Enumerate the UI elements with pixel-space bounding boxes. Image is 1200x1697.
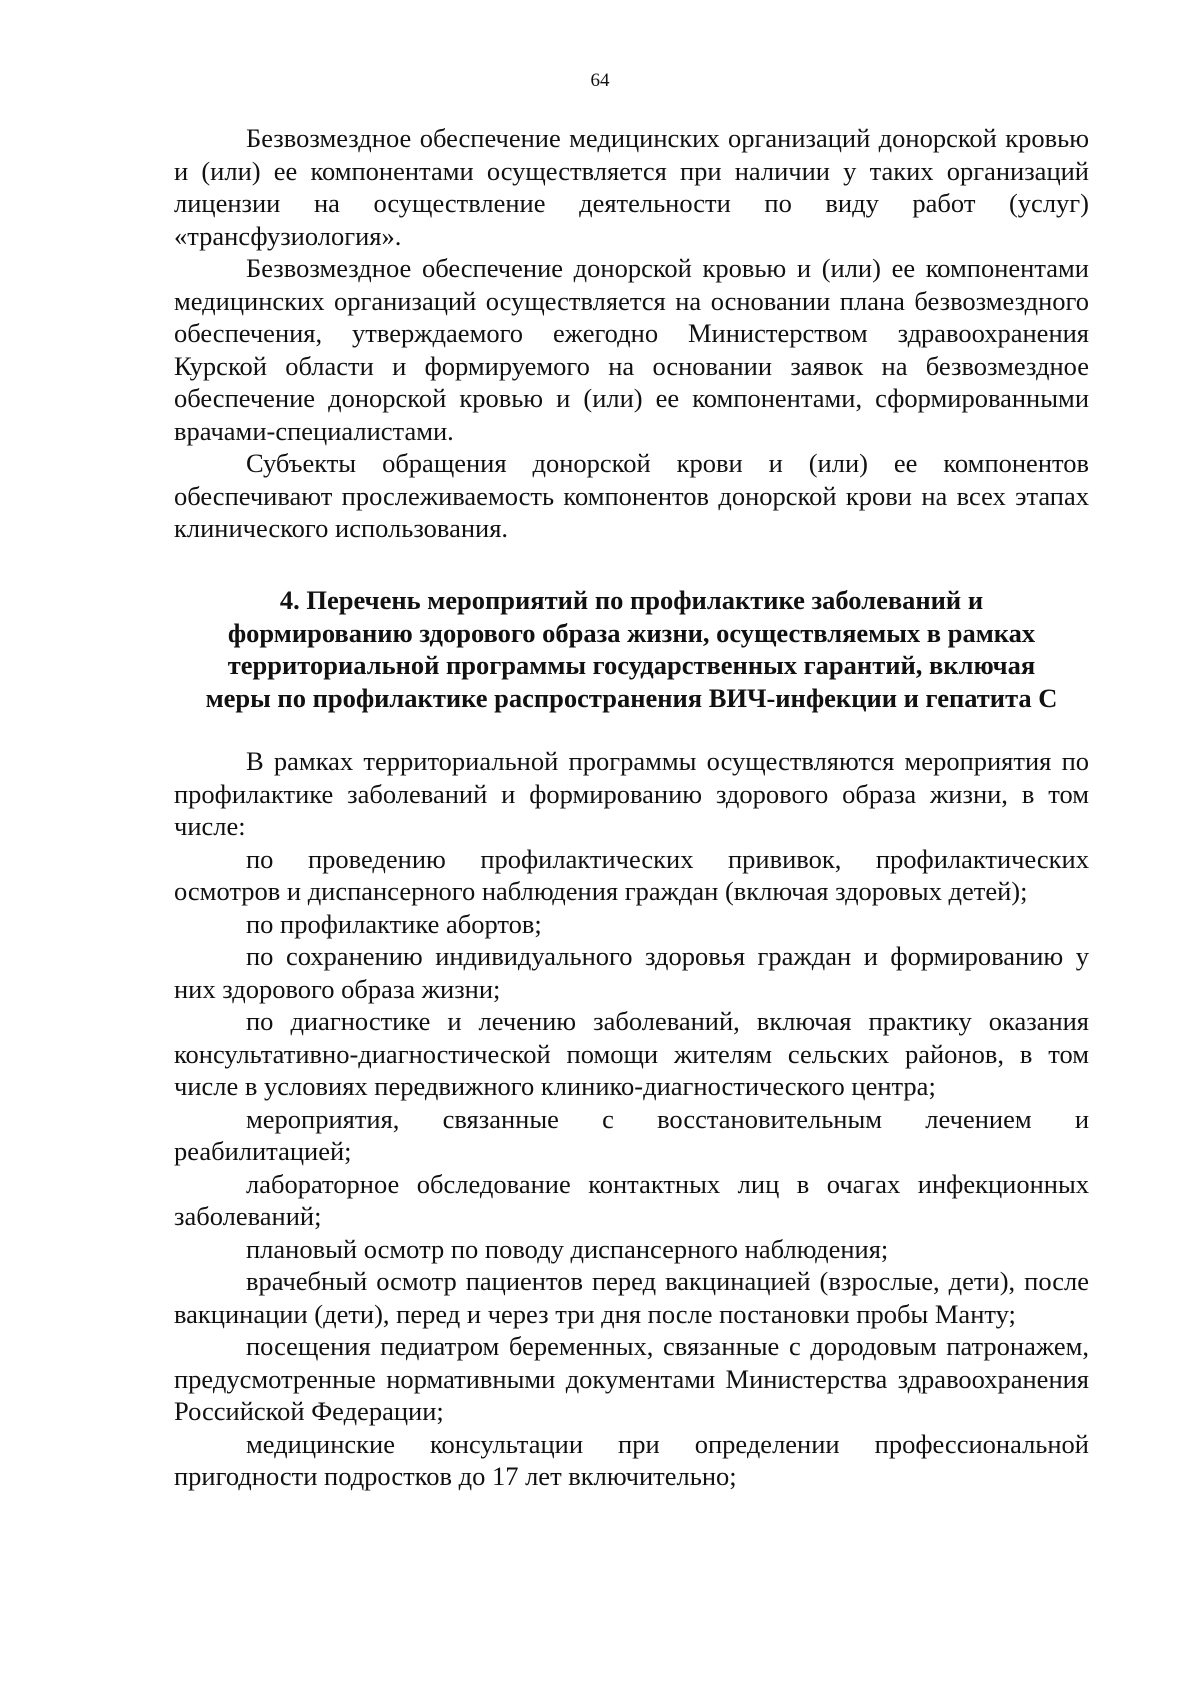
section-text-block bbox=[174, 745, 1089, 1493]
section-heading bbox=[174, 584, 1089, 714]
list-item: мероприятия, связанные с восстановительным лечением и реабилитацией; bbox=[174, 1103, 1089, 1166]
list-item: по профилактике абортов; bbox=[246, 908, 542, 939]
list-item: плановый осмотр по поводу диспансерного наблюдения; bbox=[246, 1233, 889, 1264]
paragraph: Безвозмездное обеспечение донорской кровью и (или) ее компонентами медицинских организаций осуществляется на основании плана безвозмездного обеспечения, утверждаемого ежегодно Министерством здравоохранения Курской области и формируемого на основании заявок на безвозмездное обеспечение донорской кровью и (или) ее компонентами, сформированными врачами-специалистами. bbox=[174, 253, 1089, 446]
paragraph: Субъекты обращения донорской крови и (или) ее компонентов обеспечивают прослеживаемость компонентов донорской крови на всех этапах клинического использования. bbox=[174, 448, 1089, 543]
section-heading-line: 4. Перечень мероприятий по профилактике заболеваний и bbox=[279, 585, 984, 615]
list-item: лабораторное обследование контактных лиц в очагах инфекционных заболеваний; bbox=[174, 1168, 1089, 1231]
paragraph: В рамках территориальной программы осуществляются мероприятия по профилактике заболеваний и формированию здорового образа жизни, в том числе: bbox=[174, 746, 1089, 841]
list-item: посещения педиатром беременных, связанные с дородовым патронажем, предусмотренные нормативными документами Министерства здравоохранения Российской Федерации; bbox=[174, 1331, 1089, 1426]
top-text-block bbox=[174, 122, 1089, 545]
list-item: медицинские консультации при определении профессиональной пригодности подростков до 17 лет включительно; bbox=[174, 1428, 1089, 1491]
list-item: по сохранению индивидуального здоровья граждан и формированию у них здорового образа жизни; bbox=[174, 941, 1089, 1004]
page-number: 64 bbox=[590, 70, 610, 91]
list-item: по диагностике и лечению заболеваний, включая практику оказания консультативно-диагностической помощи жителям сельских районов, в том числе в условиях передвижного клинико-диагностического центра; bbox=[174, 1006, 1089, 1101]
section-heading-line: формированию здорового образа жизни, осуществляемых в рамках bbox=[227, 617, 1036, 648]
list-item: врачебный осмотр пациентов перед вакцинацией (взрослые, дети), после вакцинации (дети), перед и через три дня после постановки пробы Манту; bbox=[174, 1266, 1089, 1329]
paragraph: Безвозмездное обеспечение медицинских организаций донорской кровью и (или) ее компонентами осуществляется при наличии у таких организаций лицензии на осуществление деятельности по виду работ (услуг) «трансфузиология». bbox=[174, 123, 1089, 251]
section-heading-line: меры по профилактике распространения ВИЧ-инфекции и гепатита С bbox=[205, 682, 1058, 713]
list-item: по проведению профилактических прививок, профилактических осмотров и диспансерного наблюдения граждан (включая здоровых детей); bbox=[174, 843, 1089, 906]
section-heading-line: территориальной программы государственных гарантий, включая bbox=[227, 650, 1036, 680]
